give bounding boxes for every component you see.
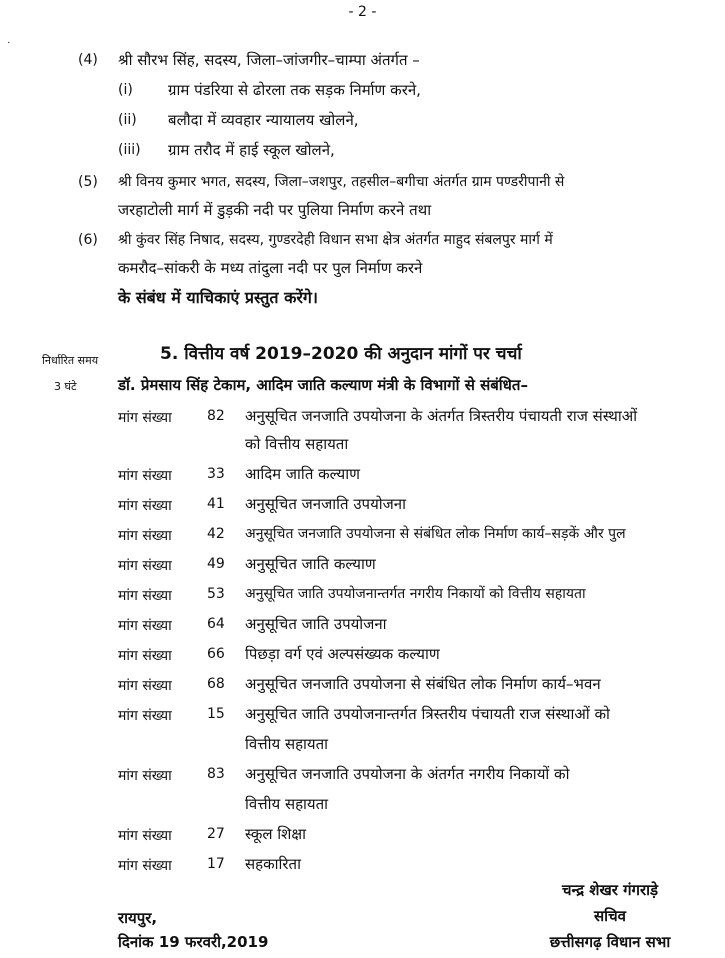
petition-text: श्री विनय कुमार भगत, सदस्य, जिला–जशपुर, तहसील–बगीचा अंतर्गत ग्राम पण्डरीपानी से bbox=[118, 174, 565, 190]
signatory-title: सचिव bbox=[594, 907, 626, 925]
demand-number: 33 bbox=[207, 466, 225, 482]
demand-label: मांग संख्या bbox=[118, 648, 172, 664]
demand-label: मांग संख्या bbox=[118, 678, 172, 694]
demand-description: अनुसूचित जनजाति उपयोजना bbox=[245, 495, 406, 513]
demand-description: सहकारिता bbox=[245, 855, 301, 873]
signatory-name: चन्द्र शेखर गंगराड़े bbox=[561, 881, 659, 899]
demand-description: अनुसूचित जाति उपयोजनान्तर्गत त्रिस्तरीय पंचायती राज संस्थाओं को bbox=[245, 705, 610, 723]
demand-label: मांग संख्या bbox=[118, 768, 172, 784]
demand-number: 42 bbox=[207, 526, 225, 542]
demand-description: अनुसूचित जनजाति उपयोजना से संबंधित लोक निर्माण कार्य–भवन bbox=[245, 675, 601, 693]
demand-description: अनुसूचित जनजाति उपयोजना से संबंधित लोक निर्माण कार्य–सड़कें और पुल bbox=[245, 526, 626, 542]
demand-label: मांग संख्या bbox=[118, 558, 172, 574]
petitions-closing: के संबंध में याचिकाएं प्रस्तुत करेंगे। bbox=[118, 288, 318, 307]
demand-number: 27 bbox=[207, 826, 225, 842]
petition-text: श्री सौरभ सिंह, सदस्य, जिला–जांजगीर–चाम्पा अंतर्गत – bbox=[118, 51, 420, 69]
subitem-number: (iii) bbox=[118, 142, 141, 158]
demand-description: आदिम जाति कल्याण bbox=[245, 465, 360, 483]
time-value: 3 घंटे bbox=[54, 380, 77, 393]
demand-number: 83 bbox=[207, 766, 225, 782]
demand-number: 49 bbox=[207, 556, 225, 572]
demand-description: अनुसूचित जाति उपयोजनान्तर्गत नगरीय निकायों को वित्तीय सहायता bbox=[245, 586, 586, 602]
demand-number: 17 bbox=[207, 856, 225, 872]
petition-number: (5) bbox=[78, 174, 98, 190]
demand-label: मांग संख्या bbox=[118, 588, 172, 604]
demand-label: मांग संख्या bbox=[118, 468, 172, 484]
demand-description: अनुसूचित जनजाति उपयोजना के अंतर्गत नगरीय निकायों को bbox=[245, 765, 570, 783]
margin-mark: ˙ bbox=[6, 40, 12, 53]
demand-number: 41 bbox=[207, 496, 225, 512]
subitem-number: (i) bbox=[118, 82, 133, 98]
date: दिनांक 19 फरवरी,2019 bbox=[118, 933, 269, 951]
demand-description: पिछड़ा वर्ग एवं अल्पसंख्यक कल्याण bbox=[245, 645, 440, 663]
petition-number: (6) bbox=[78, 232, 98, 248]
demand-label: मांग संख्या bbox=[118, 828, 172, 844]
demand-description: स्कूल शिक्षा bbox=[245, 825, 307, 843]
demand-description: अनुसूचित जाति कल्याण bbox=[245, 555, 376, 573]
demand-label: मांग संख्या bbox=[118, 498, 172, 514]
demand-number: 53 bbox=[207, 586, 225, 602]
demand-description: वित्तीय सहायता bbox=[245, 735, 329, 753]
demand-description: को वित्तीय सहायता bbox=[245, 435, 349, 453]
subitem-number: (ii) bbox=[118, 112, 137, 128]
time-label: निर्धारित समय bbox=[42, 354, 99, 367]
petition-number: (4) bbox=[78, 52, 98, 68]
subitem-text: ग्राम पंडरिया से ढोरला तक सड़क निर्माण करने, bbox=[168, 81, 421, 99]
petition-text: श्री कुंवर सिंह निषाद, सदस्य, गुण्डरदेही विधान सभा क्षेत्र अंतर्गत माहुद संबलपुर मार्ग में bbox=[118, 232, 553, 248]
demand-label: मांग संख्या bbox=[118, 528, 172, 544]
demand-description: अनुसूचित जनजाति उपयोजना के अंतर्गत त्रिस्तरीय पंचायती राज संस्थाओं bbox=[245, 407, 638, 425]
demand-number: 68 bbox=[207, 676, 225, 692]
demand-number: 82 bbox=[207, 408, 225, 424]
demand-description: अनुसूचित जाति उपयोजना bbox=[245, 615, 387, 633]
petition-text: कमरौद–सांकरी के मध्य तांदुला नदी पर पुल निर्माण करने bbox=[118, 259, 423, 277]
minister-line: डॉ. प्रेमसाय सिंह टेकाम, आदिम जाति कल्याण मंत्री के विभागों से संबंधित– bbox=[118, 376, 528, 394]
demand-label: मांग संख्या bbox=[118, 410, 172, 426]
demand-label: मांग संख्या bbox=[118, 708, 172, 724]
demand-number: 64 bbox=[207, 616, 225, 632]
page-number: - 2 - bbox=[348, 4, 377, 20]
demand-number: 15 bbox=[207, 706, 225, 722]
demand-label: मांग संख्या bbox=[118, 858, 172, 874]
subitem-text: ग्राम तरौद में हाई स्कूल खोलने, bbox=[168, 141, 335, 159]
subitem-text: बलौदा में व्यवहार न्यायालय खोलने, bbox=[168, 111, 359, 129]
organization: छत्तीसगढ़ विधान सभा bbox=[549, 933, 671, 951]
demand-number: 66 bbox=[207, 646, 225, 662]
petition-text: जरहाटोली मार्ग में डुड़की नदी पर पुलिया निर्माण करने तथा bbox=[118, 201, 432, 219]
demand-description: वित्तीय सहायता bbox=[245, 795, 329, 813]
section-heading: 5. वित्तीय वर्ष 2019–2020 की अनुदान मांगों पर चर्चा bbox=[160, 344, 522, 364]
demand-label: मांग संख्या bbox=[118, 618, 172, 634]
place: रायपुर, bbox=[118, 909, 158, 927]
